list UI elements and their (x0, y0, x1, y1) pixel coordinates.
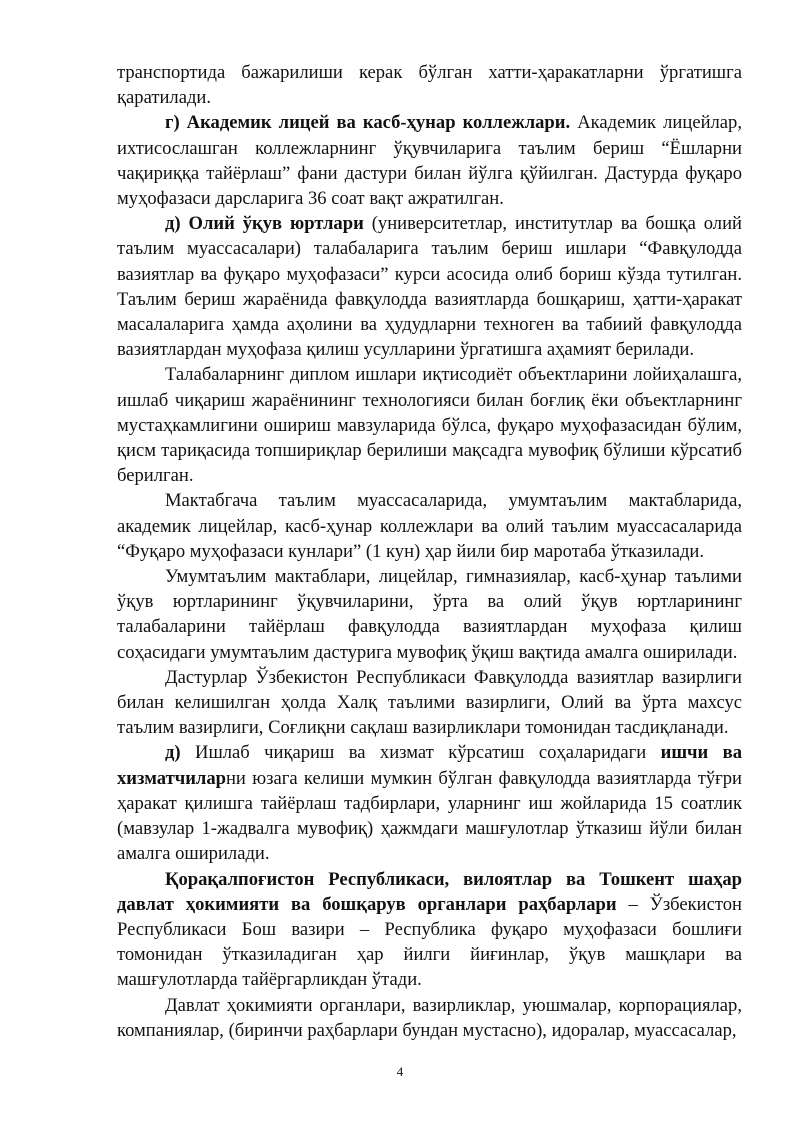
paragraph-text: Мактабгача таълим муассасаларида, умумтаълим мактабларида, академик лицейлар, касб-ҳунар коллежлари ва олий таълим муассасаларида “Фуқаро муҳофазаси кунлари” (1 кун) ҳар йили бир маротаба ўтказилади. (117, 490, 742, 562)
paragraph-government-bodies (117, 993, 742, 1043)
paragraph-continued (117, 60, 742, 110)
paragraph-text: Давлат ҳокимияти органлари, вазирликлар, уюшмалар, корпорациялар, компаниялар, (биринчи раҳбарлари бундан мустасно), идоралар, муассасалар, (117, 994, 742, 1041)
paragraph-text: Ишлаб чиқариш ва хизмат кўрсатиш соҳаларидаги (180, 742, 661, 764)
paragraph-leaders-training (117, 867, 742, 993)
paragraph-emphasis: ишчи ва хизматчилар (117, 742, 742, 789)
paragraph-workers-training (117, 740, 742, 866)
paragraph-programs-approval (117, 665, 742, 741)
paragraph-text: – Ўзбекистон Республикаси Бош вазири – Республика фуқаро муҳофазаси бошлиғи томонидан ўтказиладиган ҳар йилги йиғинлар, ўқув машқлари ва машғулотларда тайёргарликдан ўтади. (117, 893, 742, 991)
paragraph-civil-defense-days (117, 488, 742, 564)
paragraph-academic-lyceums (117, 110, 742, 211)
paragraph-text: Умумтаълим мактаблари, лицейлар, гимназиялар, касб-ҳунар таълими ўқув юртларининг ўқувчиларини, ўрта ва олий ўқув юртларининг талабаларини тайёрлаш фавқулодда вазиятлардан муҳофаза қилиш соҳасидаги умумтаълим дастурига мувофиқ ўқиш вақтида амалга оширилади. (117, 566, 742, 663)
paragraph-text: ни юзага келиши мумкин бўлган фавқулодда вазиятларда тўғри ҳаракат қилишга тайёрлаш тадбирлари, уларнинг иш жойларида 15 соатлик (мавзулар 1-жадвалга мувофиқ) ҳажмдаги машғулотлар ўтказиш йўли билан амалга оширилади. (117, 767, 742, 865)
paragraph-heading: д) Олий ўқув юртлари (165, 213, 364, 235)
paragraph-text: (университетлар, институтлар ва бошқа олий таълим муассасалари) талабаларига таълим бериш ишлари “Фавқулодда вазиятлар ва фуқаро муҳофазаси” курси асосида олиб бориш кўзда тутилган. Таълим бериш жараёнида фавқулодда вазиятларда бошқариш, ҳатти-ҳаракат масалаларига ҳамда аҳолини ва ҳудудларни техноген ва табиий фавқулодда вазиятлардан муҳофаза қилиш усулларини ўргатишга аҳамият берилади. (117, 213, 742, 361)
paragraph-higher-education (117, 211, 742, 362)
paragraph-text: Академик лицейлар, ихтисослашган коллежларнинг ўқувчиларига таълим бериш “Ёшларни чақириққа тайёрлаш” фани дастури билан йўлга қўйилган. Дастурда фуқаро муҳофазаси дарсларига 36 соат вақт ажратилган. (117, 112, 742, 210)
paragraph-diploma-works (117, 362, 742, 488)
paragraph-heading: г) Академик лицей ва касб-ҳунар коллежлари. (165, 112, 571, 134)
paragraph-heading: д) (165, 742, 181, 764)
paragraph-text: Дастурлар Ўзбекистон Республикаси Фавқулодда вазиятлар вазирлиги билан келишилган ҳолда Халқ таълими вазирлиги, Олий ва ўрта махсус таълим вазирлиги, Соғлиқни сақлаш вазирликлари томонидан тасдиқланади. (117, 666, 742, 739)
document-page (117, 60, 742, 1043)
paragraph-text: транспортида бажарилиши керак бўлган хатти-ҳаракатларни ўргатишга қаратилади. (117, 62, 742, 109)
paragraph-heading: Қорақалпоғистон Республикаси, вилоятлар ва Тошкент шаҳар давлат ҳокимияти ва бошқарув органлари раҳбарлари (117, 868, 742, 915)
paragraph-general-schools (117, 564, 742, 665)
page-number: 4 (396, 1064, 404, 1079)
paragraph-text: Талабаларнинг диплом ишлари иқтисодиёт объектларини лойиҳалашга, ишлаб чиқариш жараёнининг технологияси билан боғлиқ ёки объектларнинг мустаҳкамлигини ошириш мавзуларида бўлса, фуқаро муҳофазасидан бўлим, қисм тариқасида топшириқлар берилиши мақсадга мувофиқ бўлиши кўрсатиб берилган. (117, 364, 742, 487)
